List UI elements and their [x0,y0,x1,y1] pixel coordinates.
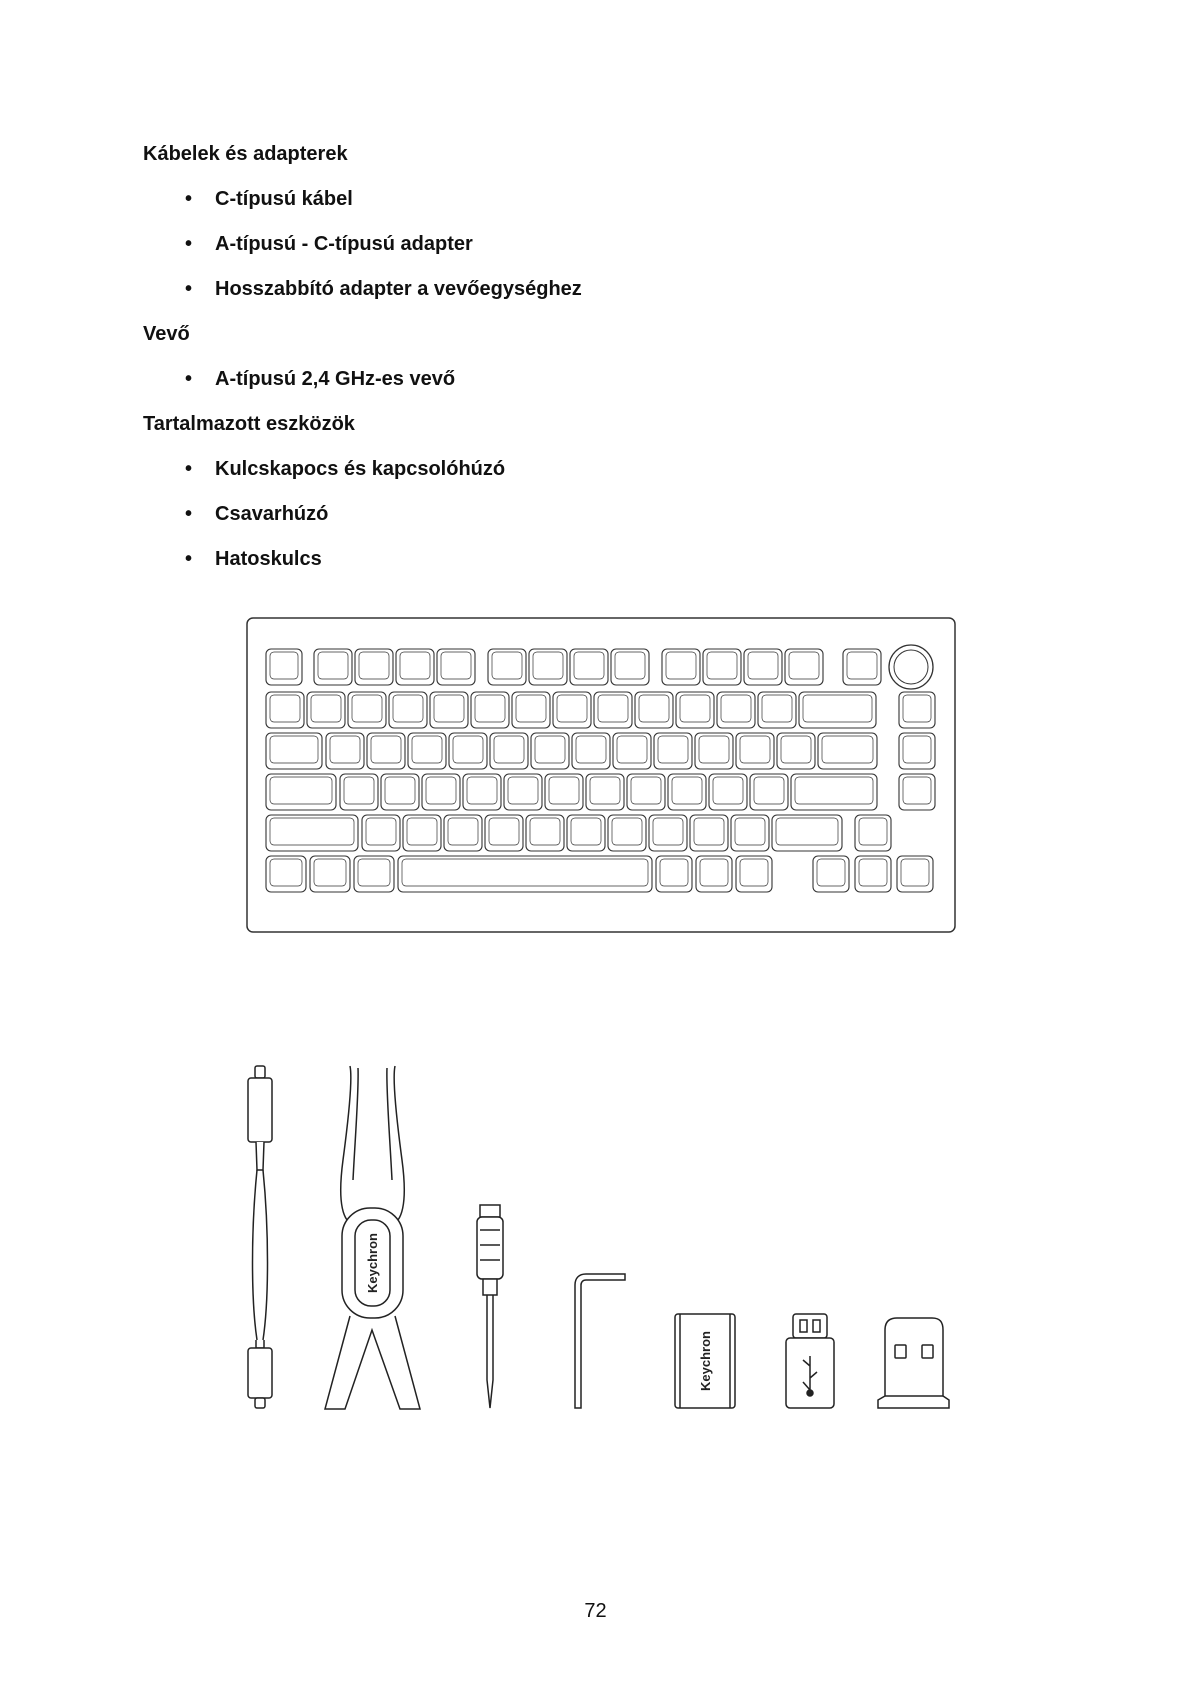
keycap-shape [736,733,774,769]
keycap-shape [777,733,815,769]
bullet-icon: • [185,278,193,300]
list-item-label: Hosszabbító adapter a vevőegységhez [215,278,582,300]
list-item-label: Kulcskapocs és kapcsolóhúzó [215,458,506,480]
keycap-shape [843,649,881,685]
keycap-shape [266,815,358,851]
keycap-shape [396,649,434,685]
keycap-shape [662,649,700,685]
page-number: 72 [584,1600,607,1622]
keycap-shape [266,733,322,769]
keycap-shape [408,733,446,769]
keycap-shape [703,649,741,685]
keycap-shape [310,856,350,892]
section-title-tools: Tartalmazott eszközök [143,413,355,435]
keycap-shape [348,692,386,728]
list-item [185,458,506,481]
keycap-shape [444,815,482,851]
brand-label-adapter: Keychron [698,1331,713,1391]
keycap-shape [709,774,747,810]
keycap-shape [340,774,378,810]
keycap-shape [512,692,550,728]
keycap-shape [676,692,714,728]
keycap-shape [422,774,460,810]
keycap-shape [314,649,352,685]
keycap-shape [758,692,796,728]
list-item-label: C-típusú kábel [215,188,353,210]
keycap-shape [744,649,782,685]
keycap-shape [567,815,605,851]
keycap-shape [572,733,610,769]
keycap-shape [613,733,651,769]
keycap-shape [649,815,687,851]
keycap-shape [635,692,673,728]
keycap-shape [586,774,624,810]
list-item [185,233,473,256]
accessories-illustration [235,1060,955,1410]
keycap-shape [463,774,501,810]
keycap-shape [529,649,567,685]
usb-receiver-icon [786,1314,834,1408]
keycap-shape [488,649,526,685]
keycap-shape [731,815,769,851]
keycap-shape [656,856,692,892]
keycap-shape [608,815,646,851]
keycap-shape [553,692,591,728]
keycap-shape [696,856,732,892]
keycap-shape [611,649,649,685]
section-title-cables: Kábelek és adapterek [143,143,348,165]
keycap-shape [668,774,706,810]
keycap-shape [504,774,542,810]
bullet-icon: • [185,368,193,390]
keycap-shape [266,649,302,685]
keycap-shape [362,815,400,851]
keycap-shape [695,733,733,769]
keycap-shape [266,774,336,810]
bullet-icon: • [185,503,193,525]
keycap-shape [736,856,772,892]
bullet-icon: • [185,233,193,255]
keycap-shape [430,692,468,728]
screwdriver-icon [477,1205,503,1408]
extension-adapter-icon [878,1318,949,1408]
keycap-shape [897,856,933,892]
list-item [185,548,322,571]
keycap-shape [307,692,345,728]
keycap-shape [594,692,632,728]
list-item-label: Csavarhúzó [215,503,329,525]
keycap-shape [471,692,509,728]
keycap-shape [355,649,393,685]
keycap-shape [266,856,306,892]
bullet-icon: • [185,548,193,570]
list-item [185,278,582,301]
section-title-receiver: Vevő [143,323,190,345]
list-item-label: Hatoskulcs [215,548,322,570]
keycap-shape [717,692,755,728]
hex-key-icon [575,1274,625,1408]
keycap-shape [531,733,569,769]
keycap-shape [785,649,823,685]
keycap-shape [367,733,405,769]
keycap-shape [899,733,935,769]
keycap-shape [354,856,394,892]
keycap-shape [690,815,728,851]
keyboard-illustration [246,617,956,933]
bullet-icon: • [185,188,193,210]
keycap-shape [437,649,475,685]
keycap-shape [326,733,364,769]
list-item [185,188,353,211]
keycap-shape [381,774,419,810]
keycap-shape [490,733,528,769]
list-item [185,503,329,526]
keycap-shape [266,692,304,728]
keycap-shape [627,774,665,810]
bullet-icon: • [185,458,193,480]
keycap-shape [545,774,583,810]
keycap-shape [899,692,935,728]
keycap-shape [855,815,891,851]
keycap-shape [772,815,842,851]
list-item [185,368,456,391]
keycap-shape [899,774,935,810]
keycap-shape [818,733,877,769]
brand-label-puller: Keychron [365,1233,380,1293]
keycap-shape [398,856,652,892]
keycap-shape [403,815,441,851]
keycap-shape [791,774,877,810]
keycap-shape [526,815,564,851]
list-item-label: A-típusú - C-típusú adapter [215,233,473,255]
keycap-shape [389,692,427,728]
usb-c-cable-icon [248,1066,272,1408]
knob-icon [889,645,933,689]
keycap-shape [799,692,876,728]
keycap-shape [750,774,788,810]
keycap-shape [449,733,487,769]
list-item-label: A-típusú 2,4 GHz-es vevő [215,368,456,390]
keycap-shape [855,856,891,892]
keycap-shape [485,815,523,851]
keycap-shape [813,856,849,892]
keycap-shape [570,649,608,685]
keycap-shape [654,733,692,769]
